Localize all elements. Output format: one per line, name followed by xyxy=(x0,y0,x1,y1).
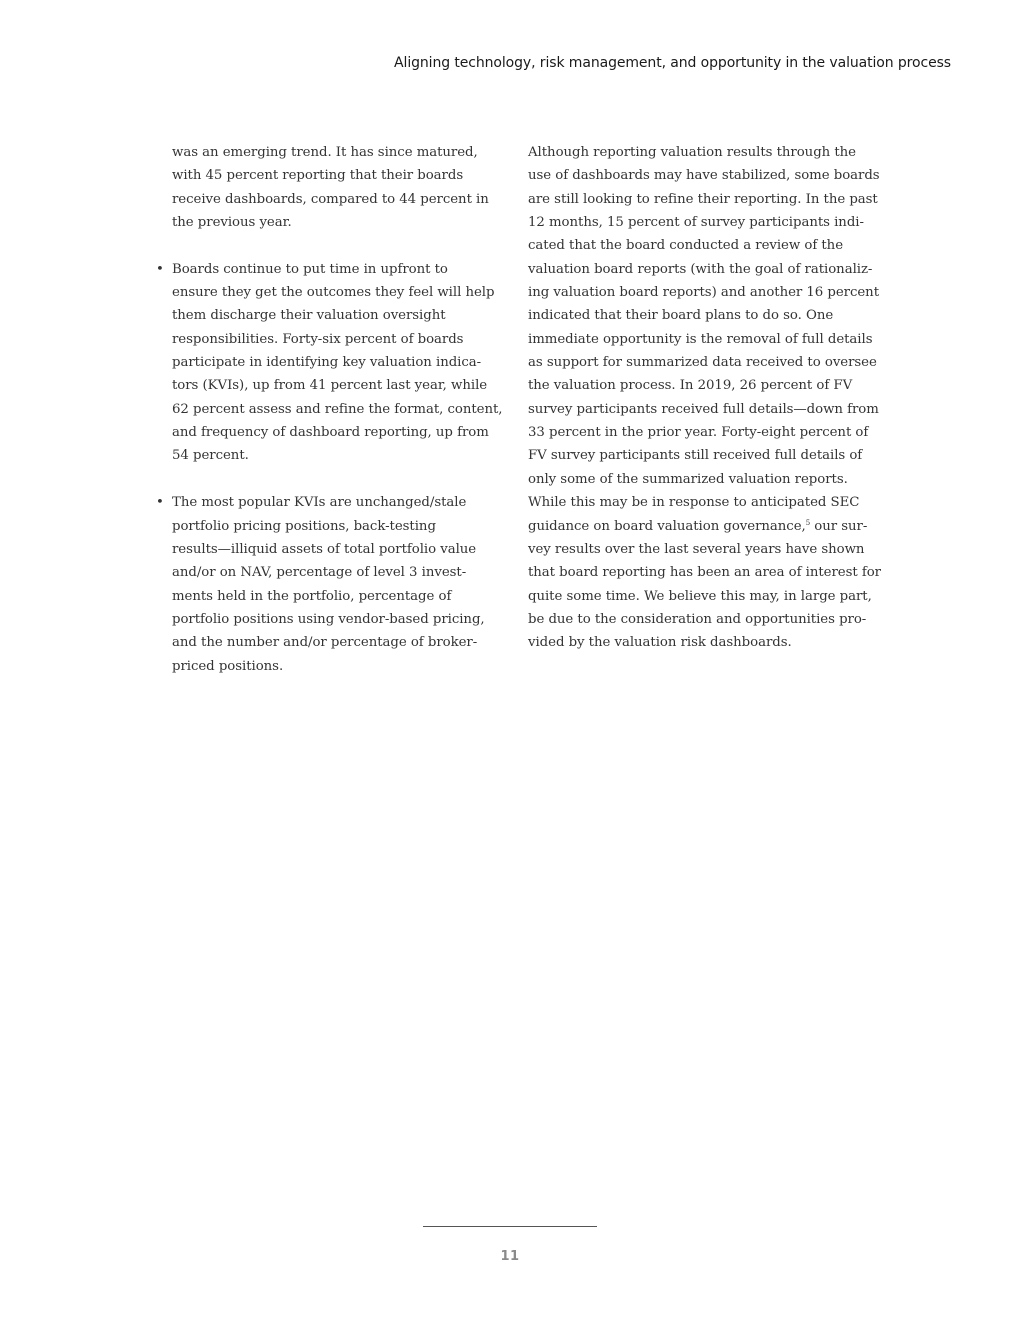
text-line: ments held in the portfolio, percentage of xyxy=(172,588,452,604)
text-line: be due to the consideration and opportunities pro- xyxy=(528,611,867,627)
text-line: and the number and/or percentage of broker- xyxy=(172,635,478,651)
footnote-reference-link[interactable]: 5 xyxy=(805,518,811,527)
left-text-column xyxy=(156,141,503,678)
page-number: 11 xyxy=(500,1249,520,1264)
text-line: results—illiquid assets of total portfolio value xyxy=(172,541,477,557)
text-line: that board reporting has been an area of interest for xyxy=(528,565,881,581)
right-text-column xyxy=(528,141,881,655)
text-line: the previous year. xyxy=(172,215,292,231)
text-line: Although reporting valuation results through the xyxy=(528,145,856,160)
text-line: 54 percent. xyxy=(172,448,249,464)
text-line: are still looking to refine their reporting. In the past xyxy=(528,191,878,207)
text-line: 33 percent in the prior year. Forty-eight percent of xyxy=(528,425,869,441)
text-line: participate in identifying key valuation indica- xyxy=(172,355,482,371)
bullet-icon: • xyxy=(156,495,164,511)
text-line: use of dashboards may have stabilized, some boards xyxy=(528,168,880,184)
text-line: portfolio positions using vendor-based pricing, xyxy=(172,611,485,627)
text-line: immediate opportunity is the removal of full details xyxy=(528,331,873,347)
bullet-item-popular-kvis xyxy=(156,491,498,678)
text-line: with 45 percent reporting that their boards xyxy=(172,168,464,184)
text-line: was an emerging trend. It has since matured, xyxy=(172,145,478,160)
text-line: 62 percent assess and refine the format, content, xyxy=(172,401,503,417)
text-line: vey results over the last several years have shown xyxy=(528,541,865,557)
text-line: While this may be in response to anticipated SEC xyxy=(528,495,860,511)
text-line: and/or on NAV, percentage of level 3 invest- xyxy=(172,565,467,581)
bullet-item-kvi-participation xyxy=(156,258,503,468)
text-line: only some of the summarized valuation reports. xyxy=(528,471,848,487)
bullet-list xyxy=(156,258,503,678)
text-fragment: guidance on board valuation governance, xyxy=(528,518,806,534)
text-line: Boards continue to put time in upfront to xyxy=(172,261,448,277)
text-line: 12 months, 15 percent of survey participants indi- xyxy=(528,215,864,231)
text-line: responsibilities. Forty-six percent of boards xyxy=(172,331,464,347)
text-line: quite some time. We believe this may, in large part, xyxy=(528,588,872,604)
text-line: receive dashboards, compared to 44 percent in xyxy=(172,191,489,207)
text-line: ensure they get the outcomes they feel will help xyxy=(172,285,495,301)
text-line: vided by the valuation risk dashboards. xyxy=(528,635,792,651)
bullet-icon: • xyxy=(156,261,164,277)
text-line: survey participants received full details—down from xyxy=(528,401,879,417)
text-line-with-footnote xyxy=(528,515,870,538)
text-line: ing valuation board reports) and another 16 percent xyxy=(528,285,879,301)
text-line: and frequency of dashboard reporting, up from xyxy=(172,425,489,441)
text-line: the valuation process. In 2019, 26 percent of FV xyxy=(528,378,853,394)
text-line: tors (KVIs), up from 41 percent last year, while xyxy=(172,378,488,394)
text-line: FV survey participants still received full details of xyxy=(528,448,863,464)
body-paragraph xyxy=(528,141,881,655)
continuation-paragraph xyxy=(172,141,498,234)
text-line: cated that the board conducted a review of the xyxy=(528,238,844,254)
text-line: priced positions. xyxy=(172,658,284,674)
text-fragment: our sur- xyxy=(810,518,868,534)
running-header-title: Aligning technology, risk management, and opportunity in the valuation process xyxy=(394,55,951,71)
footer-divider xyxy=(423,1226,597,1227)
text-line: them discharge their valuation oversight xyxy=(172,308,446,324)
text-line: indicated that their board plans to do so. One xyxy=(528,308,834,324)
text-line: as support for summarized data received to oversee xyxy=(528,355,877,371)
text-line: portfolio pricing positions, back-testing xyxy=(172,518,436,534)
text-line: valuation board reports (with the goal of rationaliz- xyxy=(528,261,873,277)
text-line: The most popular KVIs are unchanged/stale xyxy=(172,495,467,511)
